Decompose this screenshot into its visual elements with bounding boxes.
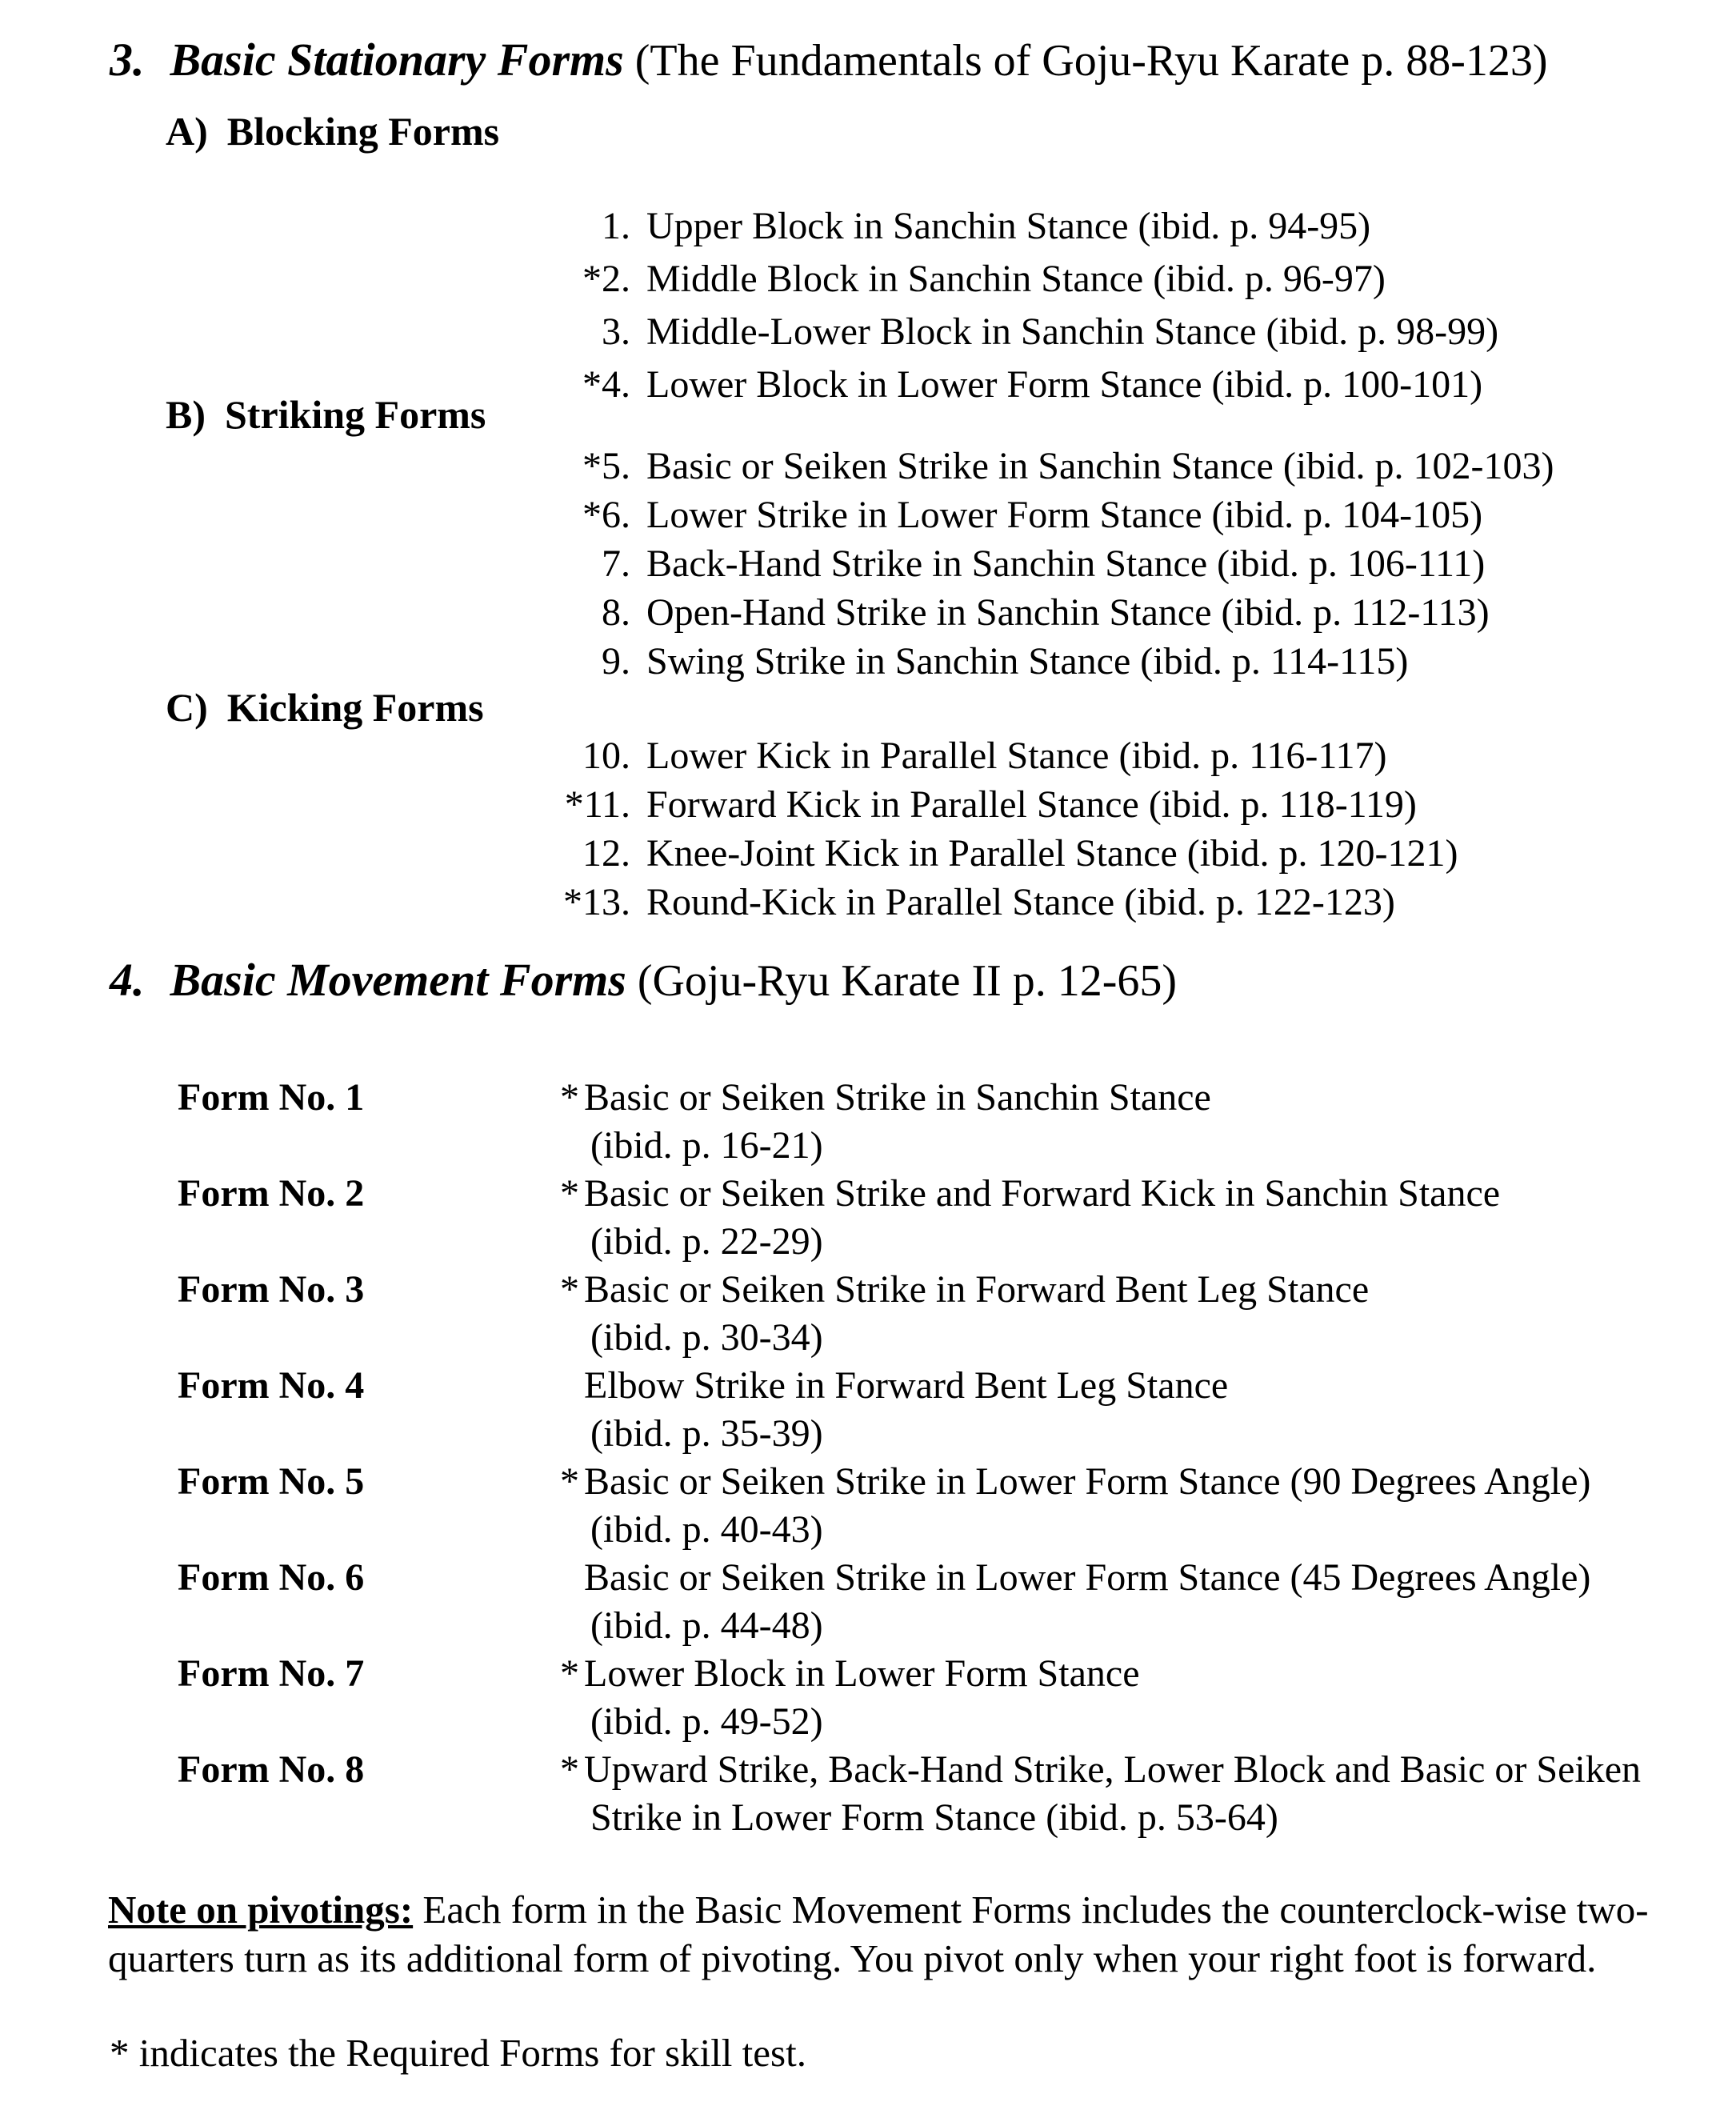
form-line1 bbox=[560, 1170, 1500, 1218]
form-label: Form No. 5 bbox=[178, 1460, 365, 1503]
form-row bbox=[178, 1266, 1641, 1362]
list-item bbox=[534, 306, 1498, 358]
list-item bbox=[534, 200, 1498, 253]
section-reference: (The Fundamentals of Goju-Ryu Karate p. 88-123) bbox=[634, 36, 1548, 86]
required-forms-footnote: * indicates the Required Forms for skill test. bbox=[110, 2031, 806, 2075]
form-text: Upward Strike, Back-Hand Strike, Lower Block and Basic or Seiken bbox=[584, 1748, 1642, 1791]
form-row bbox=[178, 1746, 1641, 1842]
section-3-heading bbox=[110, 32, 1548, 89]
form-text: Basic or Seiken Strike in Sanchin Stance bbox=[584, 1076, 1211, 1119]
form-description bbox=[560, 1746, 1641, 1842]
subsection-c-heading bbox=[166, 683, 484, 731]
form-line1 bbox=[560, 1266, 1369, 1314]
section-number: 3. bbox=[110, 34, 145, 86]
form-line1 bbox=[560, 1074, 1211, 1122]
item-text: Middle-Lower Block in Sanchin Stance (ibid. p. 98-99) bbox=[646, 310, 1499, 353]
list-item bbox=[534, 637, 1554, 686]
form-description bbox=[560, 1266, 1369, 1362]
item-text: Lower Kick in Parallel Stance (ibid. p. 116-117) bbox=[646, 735, 1387, 777]
form-label: Form No. 2 bbox=[178, 1172, 365, 1215]
item-text: Swing Strike in Sanchin Stance (ibid. p. 114-115) bbox=[646, 640, 1409, 683]
item-marker: *5. bbox=[582, 445, 630, 487]
section-title: Basic Movement Forms bbox=[170, 954, 626, 1006]
subsection-label: C) bbox=[166, 685, 208, 730]
form-description bbox=[560, 1458, 1590, 1554]
subsection-b-heading bbox=[166, 390, 486, 438]
required-star: * bbox=[560, 1460, 579, 1503]
form-label: Form No. 3 bbox=[178, 1268, 365, 1311]
note-label: Note on pivotings: bbox=[108, 1888, 414, 1932]
item-text: Upper Block in Sanchin Stance (ibid. p. 94-95) bbox=[646, 205, 1371, 247]
section-reference: (Goju-Ryu Karate II p. 12-65) bbox=[637, 956, 1178, 1006]
movement-forms-table bbox=[178, 1074, 1641, 1842]
form-line1 bbox=[560, 1746, 1641, 1794]
form-description bbox=[560, 1554, 1590, 1650]
item-text: Basic or Seiken Strike in Sanchin Stance (ibid. p. 102-103) bbox=[646, 445, 1554, 487]
form-text: Lower Block in Lower Form Stance bbox=[584, 1652, 1140, 1695]
form-line1 bbox=[560, 1458, 1590, 1506]
required-star: * bbox=[560, 1268, 579, 1311]
required-star: * bbox=[560, 1652, 579, 1695]
item-text: Back-Hand Strike in Sanchin Stance (ibid. p. 106-111) bbox=[646, 543, 1486, 585]
pivoting-note bbox=[108, 1885, 1726, 1983]
form-description bbox=[560, 1650, 1140, 1746]
form-text: Elbow Strike in Forward Bent Leg Stance bbox=[584, 1364, 1229, 1407]
form-label: Form No. 8 bbox=[178, 1748, 365, 1791]
form-line2: (ibid. p. 35-39) bbox=[590, 1412, 823, 1455]
list-item bbox=[534, 358, 1498, 411]
list-item bbox=[534, 878, 1458, 927]
subsection-a-heading bbox=[166, 107, 499, 155]
form-line2: (ibid. p. 40-43) bbox=[590, 1508, 823, 1551]
subsection-label: A) bbox=[166, 109, 208, 154]
form-row bbox=[178, 1170, 1641, 1266]
section-4-heading bbox=[110, 952, 1177, 1009]
form-line2: (ibid. p. 30-34) bbox=[590, 1316, 823, 1359]
form-line1 bbox=[560, 1362, 1228, 1410]
form-text: Basic or Seiken Strike in Forward Bent Leg Stance bbox=[584, 1268, 1370, 1311]
note-text: Each form in the Basic Movement Forms includes the counterclock-wise two-quarters turn as its additional form of pivoting. You pivot only when your right foot is forward. bbox=[108, 1888, 1649, 1980]
form-row bbox=[178, 1650, 1641, 1746]
section-title: Basic Stationary Forms bbox=[170, 34, 624, 86]
form-row bbox=[178, 1362, 1641, 1458]
item-marker: 7. bbox=[602, 543, 630, 585]
item-text: Round-Kick in Parallel Stance (ibid. p. 122-123) bbox=[646, 881, 1395, 923]
form-line2: Strike in Lower Form Stance (ibid. p. 53-64) bbox=[590, 1796, 1278, 1839]
item-marker: 1. bbox=[602, 205, 630, 247]
required-star: * bbox=[560, 1076, 579, 1119]
form-text: Basic or Seiken Strike in Lower Form Stance (45 Degrees Angle) bbox=[584, 1556, 1591, 1599]
blocking-forms-list bbox=[534, 200, 1498, 411]
list-item bbox=[534, 588, 1554, 637]
form-line1 bbox=[560, 1650, 1140, 1698]
required-star: * bbox=[560, 1172, 579, 1215]
item-text: Middle Block in Sanchin Stance (ibid. p. 96-97) bbox=[646, 258, 1386, 300]
form-text: Basic or Seiken Strike in Lower Form Stance (90 Degrees Angle) bbox=[584, 1460, 1591, 1503]
form-description bbox=[560, 1362, 1228, 1458]
form-line2: (ibid. p. 49-52) bbox=[590, 1700, 823, 1743]
subsection-label: B) bbox=[166, 392, 206, 437]
subsection-title: Blocking Forms bbox=[226, 109, 500, 154]
section-number: 4. bbox=[110, 954, 145, 1006]
form-label: Form No. 6 bbox=[178, 1556, 365, 1599]
item-marker: 10. bbox=[582, 735, 630, 777]
list-item bbox=[534, 490, 1554, 539]
form-row bbox=[178, 1074, 1641, 1170]
form-label: Form No. 1 bbox=[178, 1076, 365, 1119]
kicking-forms-list bbox=[534, 731, 1458, 927]
form-label: Form No. 4 bbox=[178, 1364, 365, 1407]
item-marker: 9. bbox=[602, 640, 630, 683]
required-star: * bbox=[560, 1748, 579, 1791]
list-item bbox=[534, 829, 1458, 878]
list-item bbox=[534, 539, 1554, 588]
item-text: Knee-Joint Kick in Parallel Stance (ibid. p. 120-121) bbox=[646, 832, 1458, 875]
form-line1 bbox=[560, 1554, 1590, 1602]
item-marker: *13. bbox=[563, 881, 630, 923]
list-item bbox=[534, 780, 1458, 829]
form-description bbox=[560, 1074, 1211, 1170]
item-text: Forward Kick in Parallel Stance (ibid. p. 118-119) bbox=[646, 783, 1417, 826]
item-marker: *6. bbox=[582, 494, 630, 536]
form-line2: (ibid. p. 22-29) bbox=[590, 1220, 823, 1263]
form-line2: (ibid. p. 16-21) bbox=[590, 1124, 823, 1167]
form-description bbox=[560, 1170, 1500, 1266]
item-marker: 3. bbox=[602, 310, 630, 353]
form-line2: (ibid. p. 44-48) bbox=[590, 1604, 823, 1647]
form-text: Basic or Seiken Strike and Forward Kick in Sanchin Stance bbox=[584, 1172, 1501, 1215]
item-text: Open-Hand Strike in Sanchin Stance (ibid. p. 112-113) bbox=[646, 591, 1490, 634]
item-marker: *11. bbox=[564, 783, 630, 826]
item-marker: 12. bbox=[582, 832, 630, 875]
form-label: Form No. 7 bbox=[178, 1652, 365, 1695]
item-marker: 8. bbox=[602, 591, 630, 634]
subsection-title: Striking Forms bbox=[225, 392, 486, 437]
item-text: Lower Strike in Lower Form Stance (ibid. p. 104-105) bbox=[646, 494, 1483, 536]
item-text: Lower Block in Lower Form Stance (ibid. p. 100-101) bbox=[646, 363, 1483, 406]
list-item bbox=[534, 442, 1554, 490]
form-row bbox=[178, 1458, 1641, 1554]
item-marker: *2. bbox=[582, 258, 630, 300]
list-item bbox=[534, 253, 1498, 306]
form-row bbox=[178, 1554, 1641, 1650]
striking-forms-list bbox=[534, 442, 1554, 686]
subsection-title: Kicking Forms bbox=[226, 685, 484, 730]
item-marker: *4. bbox=[582, 363, 630, 406]
list-item bbox=[534, 731, 1458, 780]
